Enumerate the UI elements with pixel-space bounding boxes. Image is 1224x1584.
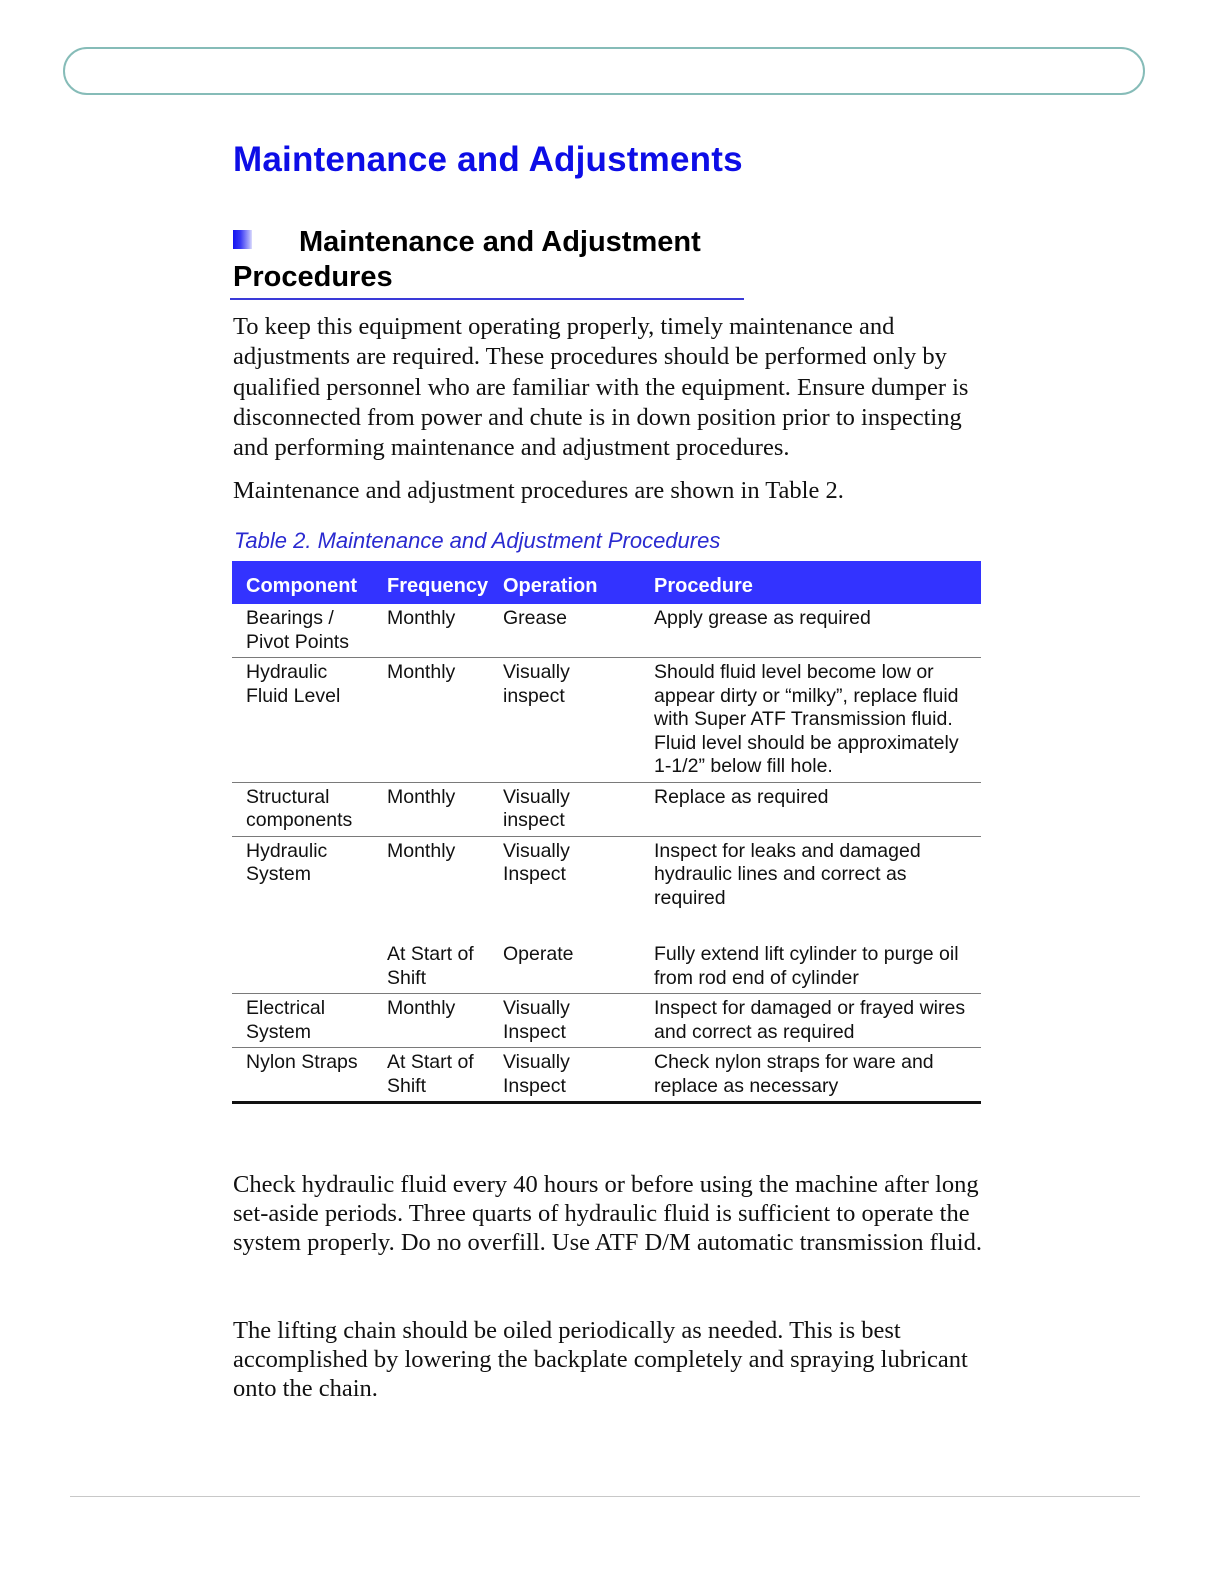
cell-operation: Visually inspect: [489, 658, 640, 783]
cell-frequency: Monthly: [373, 782, 489, 836]
section-heading-text: Maintenance and Adjustment Procedures: [233, 226, 701, 293]
cell-frequency: Monthly: [373, 658, 489, 783]
table-row: [232, 1048, 981, 1103]
table-row: [232, 604, 981, 658]
cell-procedure: Apply grease as required: [640, 604, 981, 658]
cell-procedure: Inspect for leaks and damaged hydraulic lines and correct as required: [654, 839, 921, 909]
cell-operation: Grease: [489, 604, 640, 658]
table-caption: Table 2. Maintenance and Adjustment Procedures: [234, 528, 721, 553]
header-frequency: Frequency: [373, 561, 489, 604]
header-procedure: Procedure: [640, 561, 981, 604]
page-header-band: [63, 47, 1145, 95]
header-operation: Operation: [489, 561, 640, 604]
table-row: [232, 658, 981, 783]
cell-component: Electrical System: [232, 994, 373, 1048]
cell-frequency: At Start of Shift: [373, 940, 489, 994]
cell-procedure: Inspect for damaged or frayed wires and correct as required: [640, 994, 981, 1048]
cell-frequency: Monthly: [373, 994, 489, 1048]
square-bullet-icon: [233, 230, 252, 249]
table-row: [232, 994, 981, 1048]
section-underline: [230, 298, 744, 300]
cell-frequency: At Start of Shift: [373, 1048, 489, 1103]
cell-procedure: Check nylon straps for ware and replace as necessary: [640, 1048, 981, 1103]
cell-component: Hydraulic System: [246, 839, 328, 885]
cell-operation: Visually Inspect: [489, 994, 640, 1048]
cell-operation: Visually Inspect: [503, 839, 570, 885]
cell-component: Structural components: [232, 782, 373, 836]
table-header-row: [232, 561, 981, 604]
page-title: Maintenance and Adjustments: [233, 140, 743, 179]
cell-component: [232, 940, 373, 994]
cell-frequency: Monthly: [387, 839, 456, 862]
maintenance-table: [232, 561, 981, 1104]
cell-procedure: Should fluid level become low or appear dirty or “milky”, replace fluid with Super ATF Transmission fluid. Fluid level should be approximately 1-1/2” below fill hole.: [640, 658, 981, 783]
table-row: [232, 940, 981, 994]
lifting-chain-note: The lifting chain should be oiled periodically as needed. This is best accomplished by lowering the backplate completely and spraying lubricant onto the chain.: [233, 1317, 968, 1402]
header-component: Component: [232, 561, 373, 604]
cell-component: Bearings / Pivot Points: [232, 604, 373, 658]
cell-procedure: Replace as required: [640, 782, 981, 836]
table-row: [232, 836, 981, 940]
table-reference-paragraph: Maintenance and adjustment procedures are shown in Table 2.: [233, 477, 844, 504]
cell-operation: Operate: [489, 940, 640, 994]
cell-operation: Visually Inspect: [489, 1048, 640, 1103]
cell-component: Nylon Straps: [232, 1048, 373, 1103]
cell-frequency: Monthly: [373, 604, 489, 658]
hydraulic-fluid-note: Check hydraulic fluid every 40 hours or before using the machine after long set-aside periods. Three quarts of hydraulic fluid is sufficient to operate the system properly. Do no overfill. Use ATF D/M automatic transmission fluid.: [233, 1171, 982, 1256]
footer-rule: [70, 1496, 1140, 1497]
section-heading: [233, 225, 743, 295]
table-row: [232, 782, 981, 836]
cell-component: Hydraulic Fluid Level: [232, 658, 373, 783]
cell-operation: Visually inspect: [489, 782, 640, 836]
intro-paragraph: To keep this equipment operating properly, timely maintenance and adjustments are required. These procedures should be performed only by qualified personnel who are familiar with the equipment. Ensure dumper is disconnected from power and chute is in down position prior to inspecting and performing maintenance and adjustment procedures.: [233, 313, 969, 462]
cell-procedure: Fully extend lift cylinder to purge oil from rod end of cylinder: [640, 940, 981, 994]
